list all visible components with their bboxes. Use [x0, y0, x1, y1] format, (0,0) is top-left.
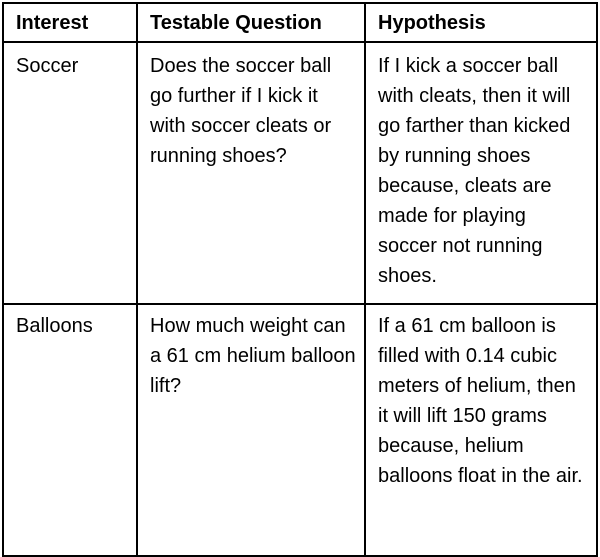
question-cell: Does the soccer ball go further if I kick it with soccer cleats or running shoes?	[137, 42, 365, 304]
interest-cell: Balloons	[3, 304, 137, 556]
header-hypothesis: Hypothesis	[365, 3, 597, 42]
header-testable-question: Testable Question	[137, 3, 365, 42]
question-cell: How much weight can a 61 cm helium balloon lift?	[137, 304, 365, 556]
interest-cell: Soccer	[3, 42, 137, 304]
header-interest: Interest	[3, 3, 137, 42]
header-row	[3, 3, 597, 42]
hypothesis-cell: If a 61 cm balloon is filled with 0.14 cubic meters of helium, then it will lift 150 grams because, helium balloons float in the air.	[365, 304, 597, 556]
hypothesis-cell: If I kick a soccer ball with cleats, then it will go farther than kicked by running shoes because, cleats are made for playing soccer not running shoes.	[365, 42, 597, 304]
table-row	[3, 304, 597, 556]
hypothesis-table	[2, 2, 598, 557]
table-row	[3, 42, 597, 304]
